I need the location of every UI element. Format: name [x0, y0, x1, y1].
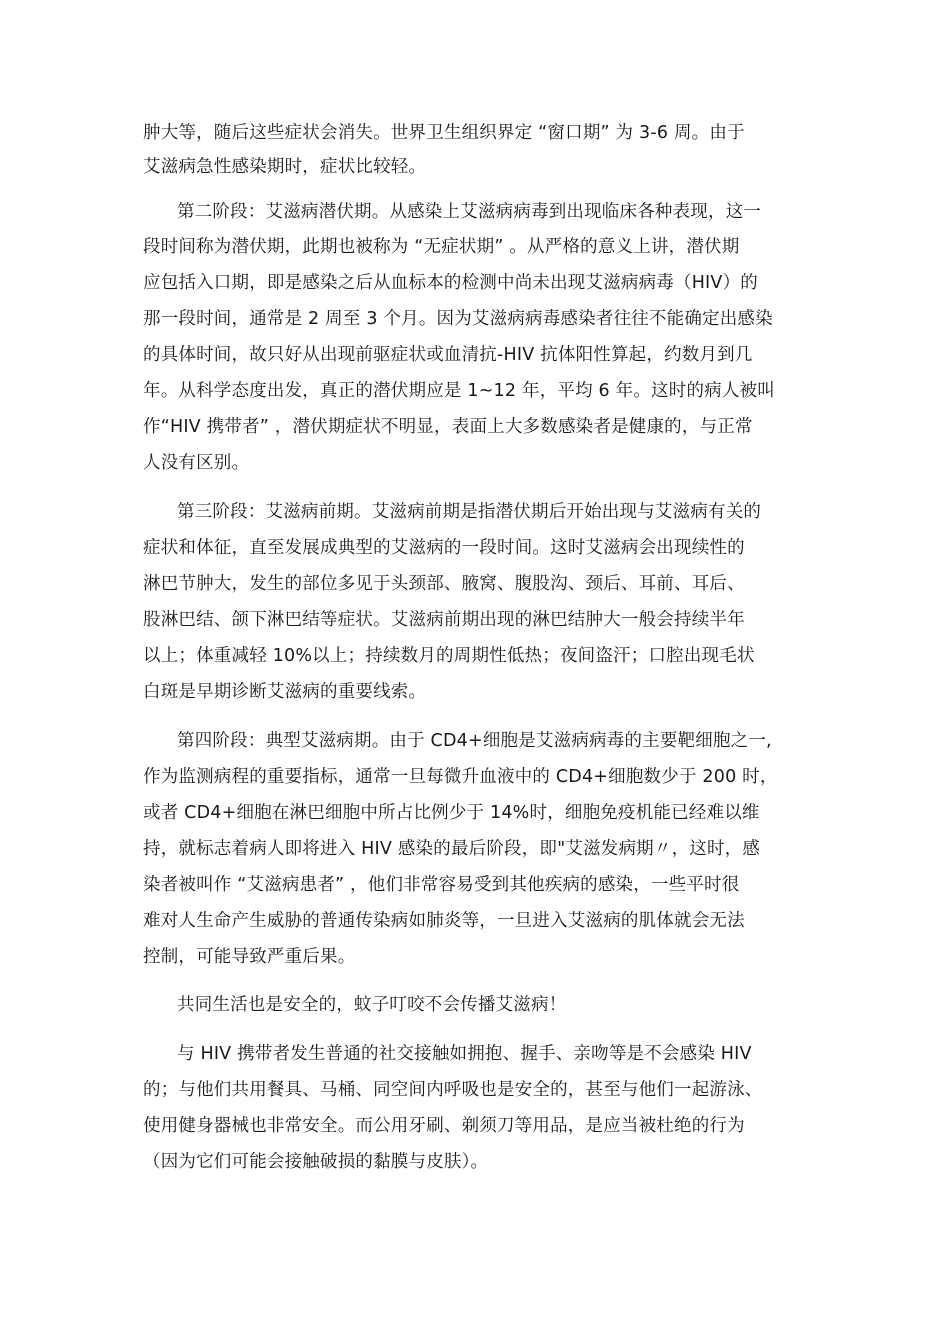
paragraph-line: 白斑是早期诊断艾滋病的重要线索。 [143, 682, 427, 702]
paragraph-line: 的；与他们共用餐具、马桶、同空间内呼吸也是安全的，甚至与他们一起游泳、 [143, 1080, 763, 1100]
paragraph-line: 年。从科学态度出发，真正的潜伏期应是 1~12 年，平均 6 年。这时的病人被叫 [143, 381, 775, 401]
paragraph-line: 或者 CD4+细胞在淋巴细胞中所占比例少于 14%时，细胞免疫机能已经难以维 [143, 803, 760, 823]
paragraph-line: 与 HIV 携带者发生普通的社交接触如拥抱、握手、亲吻等是不会感染 HIV [177, 1044, 752, 1064]
paragraph-line: （因为它们可能会接触破损的黏膜与皮肤）。 [143, 1152, 489, 1172]
paragraph-line: 肿大等，随后这些症状会消失。世界卫生组织界定 “窗口期” 为 3-6 周。由于 [143, 123, 745, 143]
paragraph-line: 股淋巴结、颌下淋巴结等症状。艾滋病前期出现的淋巴结肿大一般会持续半年 [143, 610, 745, 630]
paragraph-line: 共同生活也是安全的，蚊子叮咬不会传播艾滋病！ [177, 995, 567, 1015]
paragraph-line: 的具体时间，故只好从出现前驱症状或血清抗-HIV 抗体阳性算起，约数月到几 [143, 345, 753, 365]
paragraph-line: 段时间称为潜伏期，此期也被称为 “无症状期” 。从严格的意义上讲，潜伏期 [143, 237, 740, 257]
paragraph-line: 应包括入口期，即是感染之后从血标本的检测中尚未出现艾滋病病毒（HIV）的 [143, 273, 758, 293]
paragraph-line: 那一段时间，通常是 2 周至 3 个月。因为艾滋病病毒感染者往往不能确定出感染 [143, 309, 773, 329]
paragraph-line: 作为监测病程的重要指标，通常一旦每微升血液中的 CD4+细胞数少于 200 时， [143, 767, 778, 787]
paragraph-line: 第二阶段：艾滋病潜伏期。从感染上艾滋病病毒到出现临床各种表现，这一 [177, 202, 762, 222]
paragraph-line: 第四阶段：典型艾滋病期。由于 CD4+细胞是艾滋病病毒的主要靶细胞之一, [177, 731, 772, 751]
paragraph-line: 人没有区别。 [143, 453, 250, 473]
paragraph-line: 以上；体重减轻 10%以上；持续数月的周期性低热；夜间盗汗；口腔出现毛状 [143, 646, 755, 666]
paragraph-line: 使用健身器械也非常安全。而公用牙刷、剃须刀等用品，是应当被杜绝的行为 [143, 1116, 745, 1136]
paragraph-line: 症状和体征，直至发展成典型的艾滋病的一段时间。这时艾滋病会出现续性的 [143, 538, 745, 558]
paragraph-line: 控制，可能导致严重后果。 [143, 947, 356, 967]
paragraph-line: 作“HIV 携带者” ，潜伏期症状不明显，表面上大多数感染者是健康的，与正常 [143, 417, 753, 437]
paragraph-line: 持，就标志着病人即将进入 HIV 感染的最后阶段，即"艾滋发病期〃，这时，感 [143, 839, 761, 859]
paragraph-line: 淋巴节肿大，发生的部位多见于头颈部、腋窝、腹股沟、颈后、耳前、耳后、 [143, 574, 745, 594]
paragraph-line: 第三阶段：艾滋病前期。艾滋病前期是指潜伏期后开始出现与艾滋病有关的 [177, 502, 762, 522]
paragraph-line: 艾滋病急性感染期时，症状比较轻。 [143, 157, 427, 177]
paragraph-line: 难对人生命产生威胁的普通传染病如肺炎等，一旦进入艾滋病的肌体就会无法 [143, 911, 745, 931]
paragraph-line: 染者被叫作 “艾滋病患者” ，他们非常容易受到其他疾病的感染，一些平时很 [143, 875, 740, 895]
